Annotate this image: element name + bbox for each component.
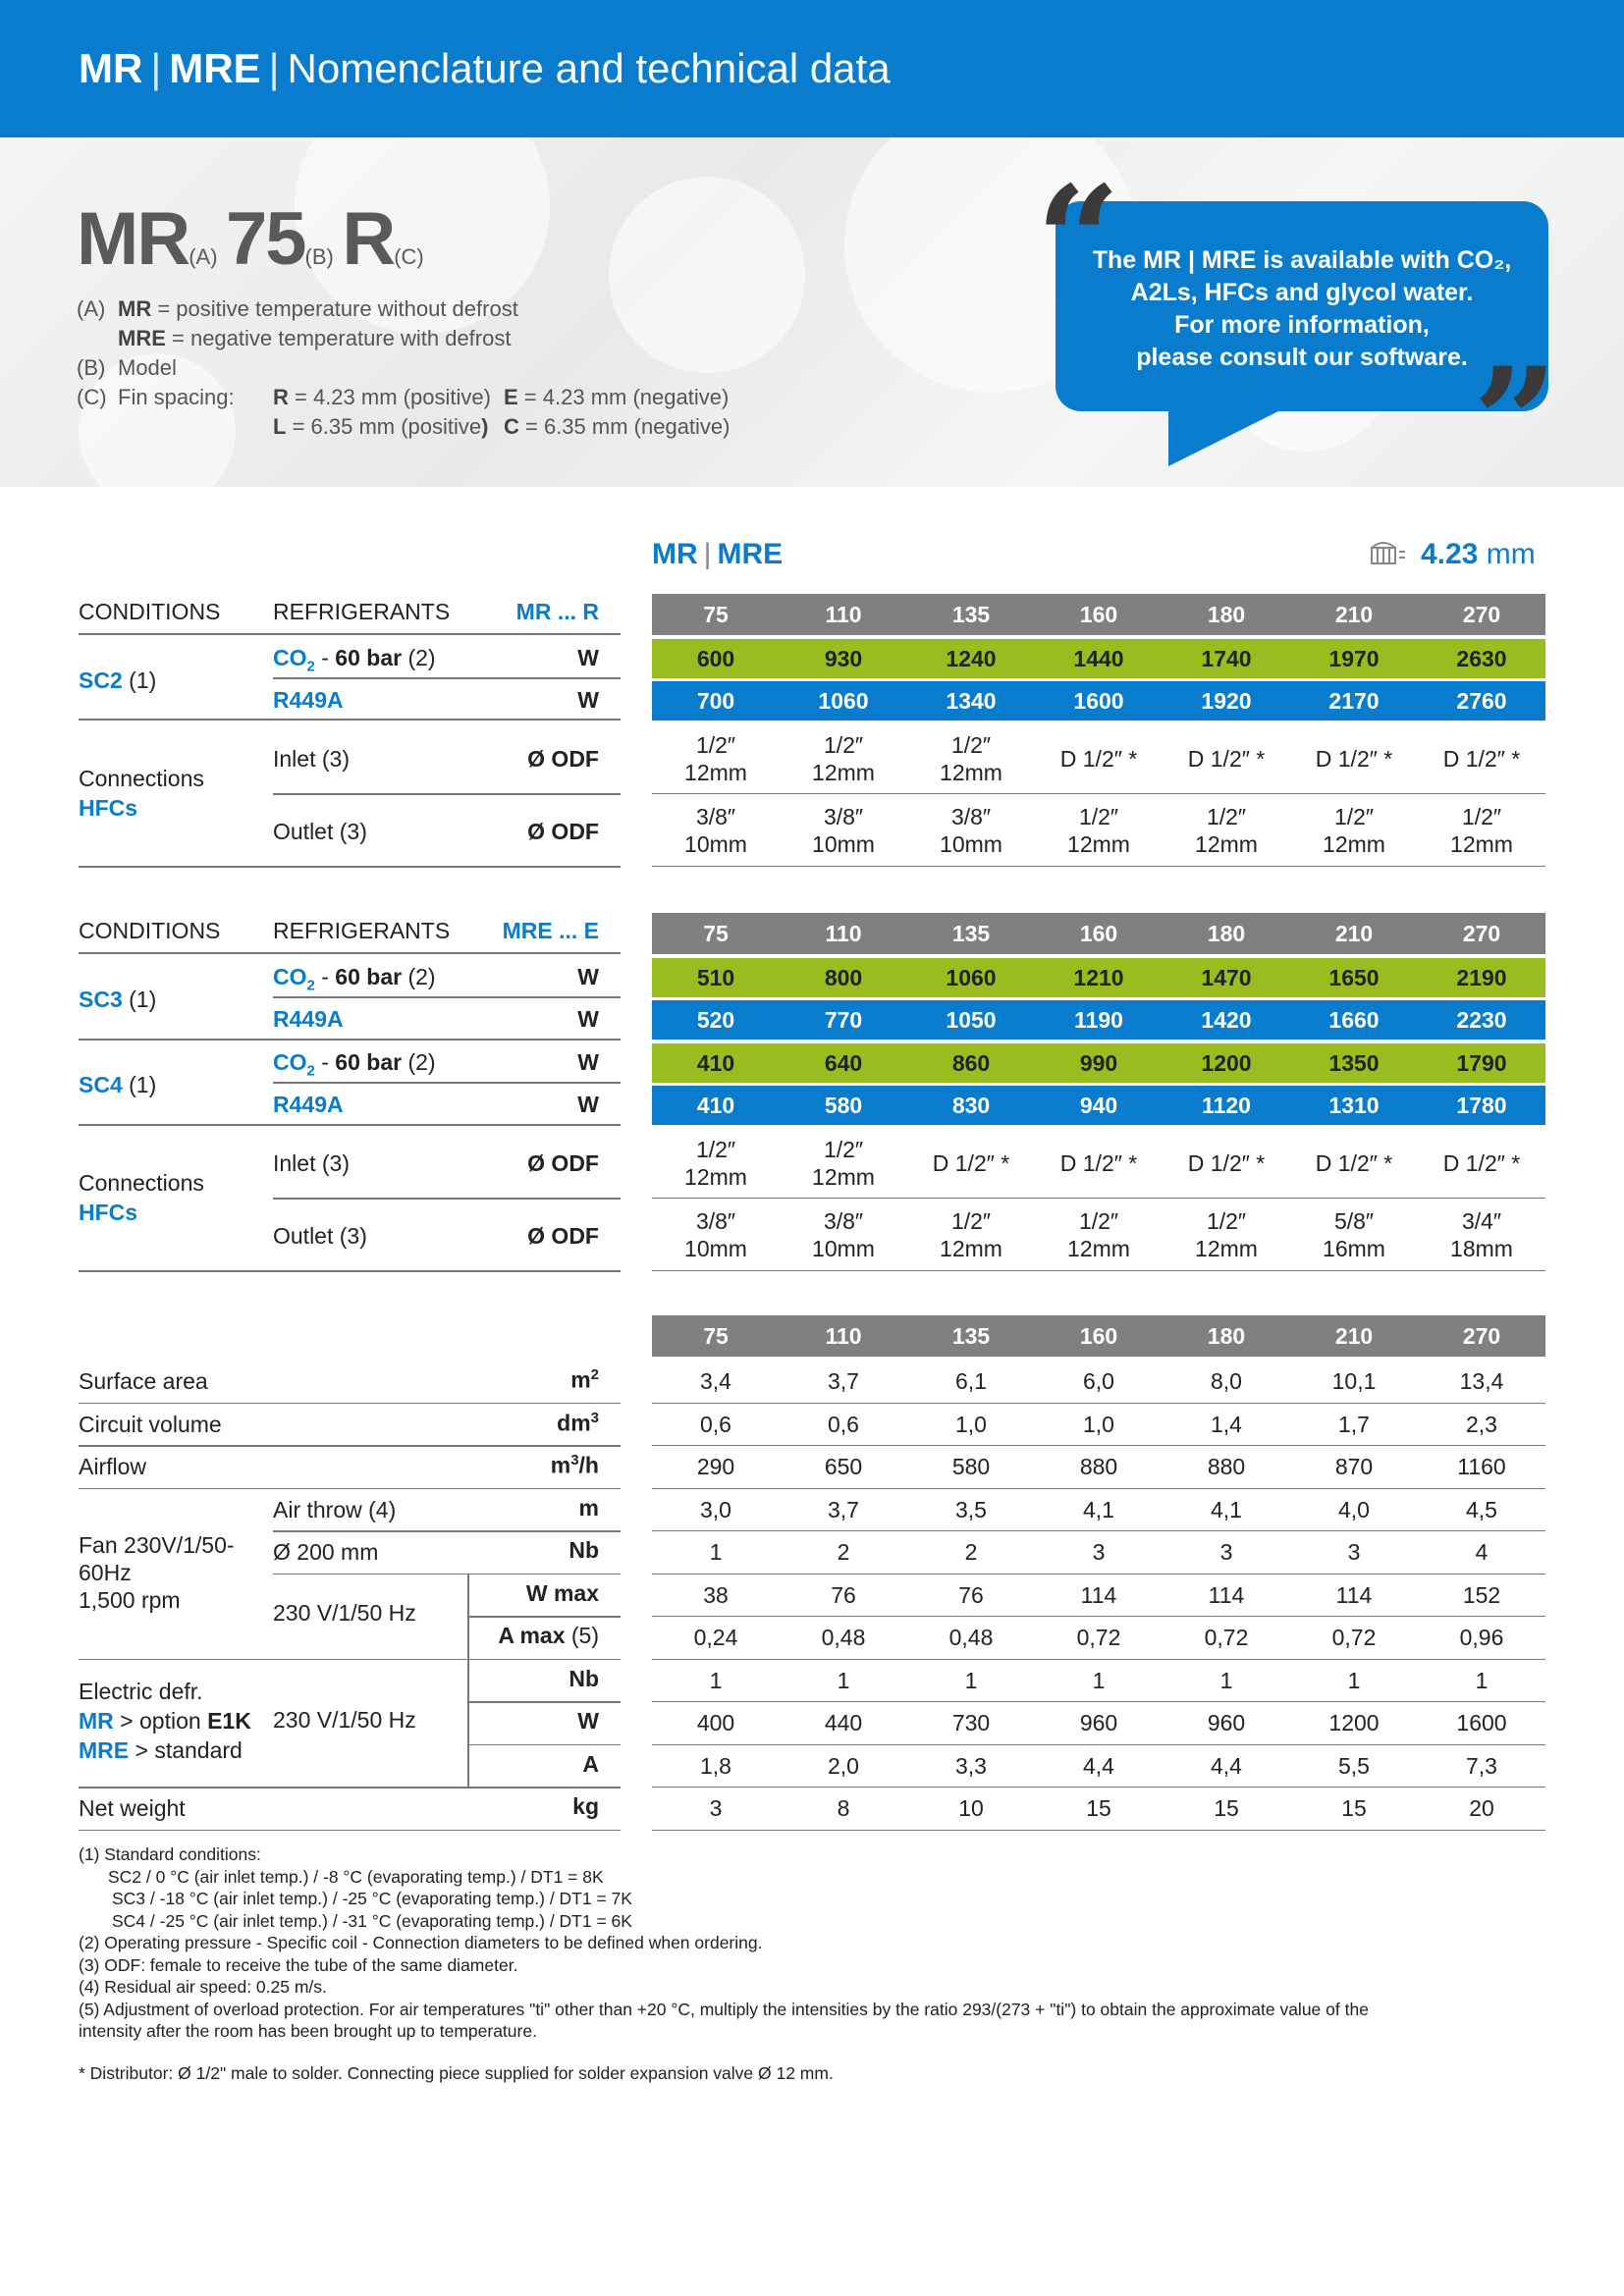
table-cell: 1650 bbox=[1328, 965, 1380, 990]
table-cell: 730 bbox=[951, 1710, 991, 1735]
row-unit: kg bbox=[572, 1793, 599, 1819]
table-cell: 960 bbox=[1207, 1710, 1246, 1735]
table-cell: 270 bbox=[1462, 602, 1501, 627]
table-cell: 75 bbox=[703, 1323, 729, 1349]
table-cell: 290 bbox=[696, 1454, 735, 1479]
table-cell: 1 bbox=[1475, 1667, 1489, 1693]
sc4-co2-row bbox=[652, 1043, 1545, 1083]
info-callout: The MR | MRE is available with CO₂, A2Ls, HFCs and glycol water. For more information, please consult our software. bbox=[1056, 201, 1548, 411]
table-cell: 1/2″ 12mm bbox=[684, 1137, 747, 1190]
table-cell: 160 bbox=[1079, 1323, 1118, 1349]
table-cell: 1440 bbox=[1073, 646, 1124, 671]
table-cell: 38 bbox=[703, 1581, 729, 1608]
row-unit: Nb bbox=[568, 1537, 599, 1563]
table-cell: 990 bbox=[1079, 1050, 1118, 1076]
row-label: Airflow bbox=[79, 1454, 147, 1479]
odf-label: Ø ODF bbox=[527, 1223, 599, 1249]
defrost-label: Electric defr. MR > option E1K MRE > standard bbox=[79, 1679, 251, 1763]
fan-label: Fan 230V/1/50- 60Hz 1,500 rpm bbox=[79, 1532, 235, 1613]
table-cell: 1/2″ 12mm bbox=[1067, 1208, 1130, 1261]
table-cell: 3,7 bbox=[828, 1368, 859, 1394]
inlet-label: Inlet (3) bbox=[273, 1150, 350, 1176]
table-cell: 700 bbox=[696, 688, 735, 714]
table-cell: 10,1 bbox=[1331, 1368, 1377, 1394]
table-cell: 600 bbox=[696, 646, 735, 671]
co2-label: $CO_2 - 60$ bar (2) bbox=[273, 964, 436, 994]
table-cell: 0,96 bbox=[1459, 1625, 1504, 1650]
table-cell: 210 bbox=[1334, 602, 1374, 627]
table-cell: 1920 bbox=[1201, 688, 1252, 714]
title-mre: MRE bbox=[169, 45, 261, 91]
table-cell: 4,5 bbox=[1466, 1496, 1497, 1522]
table-cell: 580 bbox=[951, 1454, 991, 1479]
footnotes: (1) Standard conditions: SC2 / 0 °C (air inlet temp.) / -8 °C (evaporating temp.) / DT1 = 8K SC3 / -18 °C (air inlet temp.) / -25 °C (evaporating temp.) / DT1 = 7K SC4 / -25 °C (air inlet temp.) / -31 °C (evaporating temp.) / DT1 = 6K (2) Operating pressure - Specific coil - Connection diameters to be defined when ordering. (3) ODF: female to receive the tube of the same diameter. (4) Residual air speed: 0.25 m/s. (5) Adjustment of overload protection. For air temperatures "ti" other than +20 °C, multiply the intensities by the ratio 293/(273 + "ti") to obtain the approximate value of the intensity after the room has been brought up to temperature. * Distributor: Ø 1/2" male to solder. Connecting piece supplied for solder expansion valve Ø 12 mm. bbox=[79, 1844, 1369, 2083]
data-row bbox=[652, 1489, 1545, 1532]
table-cell: 880 bbox=[1079, 1454, 1118, 1479]
table-cell: 1240 bbox=[946, 646, 997, 671]
odf-label: Ø ODF bbox=[527, 746, 599, 772]
table-cell: 4,4 bbox=[1083, 1752, 1114, 1779]
table-cell: 1740 bbox=[1201, 646, 1252, 671]
table-cell: 510 bbox=[696, 965, 735, 990]
refrigerants-header: REFRIGERANTS bbox=[273, 599, 451, 624]
table-cell: 20 bbox=[1469, 1795, 1494, 1821]
table-cell: 1 bbox=[1092, 1667, 1106, 1693]
sc4-r449a-row bbox=[652, 1086, 1545, 1125]
row-unit: A bbox=[582, 1750, 599, 1777]
data-row bbox=[652, 1575, 1545, 1618]
table-cell: D 1/2″ * bbox=[1315, 746, 1393, 772]
table-cell: 1190 bbox=[1074, 1007, 1123, 1033]
open-quote-icon: “ bbox=[1036, 154, 1121, 327]
table-cell: 440 bbox=[824, 1710, 863, 1735]
hfcs-label: HFCs bbox=[79, 795, 138, 821]
table-cell: 800 bbox=[824, 965, 863, 990]
refrigerants-header: REFRIGERANTS bbox=[273, 918, 451, 943]
table-cell: 1/2″ 12mm bbox=[812, 1137, 875, 1190]
table-cell: 930 bbox=[824, 646, 863, 671]
table-cell: 3,0 bbox=[700, 1496, 731, 1522]
data-row bbox=[652, 1617, 1545, 1660]
table-cell: 6,0 bbox=[1083, 1368, 1114, 1394]
table-cell: D 1/2″ * bbox=[1059, 1150, 1138, 1176]
table-cell: 1/2″ 12mm bbox=[1067, 804, 1130, 857]
table-cell: 1/2″ 12mm bbox=[1450, 804, 1513, 857]
sc4-label: SC4 (1) bbox=[79, 1072, 157, 1097]
table-cell: 75 bbox=[703, 921, 729, 946]
table-cell: 1060 bbox=[818, 688, 869, 714]
table-cell: 3,5 bbox=[955, 1496, 987, 1522]
table-cell: 135 bbox=[951, 602, 991, 627]
table-cell: 1 bbox=[964, 1667, 978, 1693]
table-cell: 3/8″ 10mm bbox=[812, 804, 875, 857]
table-cell: 3 bbox=[1092, 1539, 1106, 1565]
table-cell: 114 bbox=[1335, 1581, 1373, 1608]
model-header-row bbox=[652, 913, 1545, 954]
sc2-co2-row bbox=[652, 639, 1545, 678]
table-cell: D 1/2″ * bbox=[1442, 1150, 1521, 1176]
conditions-header: CONDITIONS bbox=[79, 599, 221, 624]
conditions-header: CONDITIONS bbox=[79, 918, 221, 943]
row-label: Surface area bbox=[79, 1368, 208, 1394]
table-cell: 1780 bbox=[1456, 1093, 1507, 1118]
code-header: MRE ... E bbox=[502, 918, 599, 943]
unit-w: W bbox=[577, 1006, 599, 1032]
table-cell: 1,0 bbox=[1083, 1411, 1114, 1437]
table-cell: 1210 bbox=[1073, 965, 1124, 990]
table-cell: 1 bbox=[1219, 1667, 1233, 1693]
table-cell: 76 bbox=[831, 1581, 856, 1608]
table-cell: 15 bbox=[1086, 1795, 1111, 1821]
sc3-r449a-row bbox=[652, 1000, 1545, 1040]
table-cell: 4,0 bbox=[1338, 1496, 1370, 1522]
table-cell: 1310 bbox=[1328, 1093, 1380, 1118]
section-title: MR | MRE bbox=[652, 538, 784, 570]
model-header-row bbox=[652, 1315, 1545, 1357]
sc3-label: SC3 (1) bbox=[79, 987, 157, 1012]
r449a-label: R449A bbox=[273, 1092, 344, 1117]
table-cell: 75 bbox=[703, 602, 729, 627]
table-cell: 5/8″ 16mm bbox=[1323, 1208, 1385, 1261]
fin-spacing: 4.23 mm bbox=[1370, 538, 1536, 571]
row-unit: m bbox=[578, 1494, 599, 1521]
table-cell: D 1/2″ * bbox=[1187, 1150, 1266, 1176]
table-cell: 8 bbox=[837, 1795, 850, 1821]
unit-w: W bbox=[577, 964, 599, 989]
table-cell: 520 bbox=[696, 1007, 735, 1033]
defrost-voltage: 230 V/1/50 Hz bbox=[273, 1707, 416, 1733]
table-cell: 6,1 bbox=[955, 1368, 987, 1394]
table-cell: 3,3 bbox=[955, 1752, 987, 1779]
table-cell: 1,8 bbox=[700, 1752, 731, 1779]
table-cell: 410 bbox=[696, 1093, 735, 1118]
table-cell: 4,1 bbox=[1083, 1496, 1114, 1522]
table-cell: 3/8″ 10mm bbox=[812, 1208, 875, 1261]
table-cell: 580 bbox=[824, 1093, 863, 1118]
table-cell: D 1/2″ * bbox=[932, 1150, 1010, 1176]
title-rest: Nomenclature and technical data bbox=[287, 45, 891, 91]
data-row bbox=[652, 1660, 1545, 1703]
fan-voltage: 230 V/1/50 Hz bbox=[273, 1600, 416, 1626]
table-cell: 114 bbox=[1208, 1581, 1245, 1608]
connections-label: Connections bbox=[79, 766, 204, 791]
table-cell: 1200 bbox=[1201, 1050, 1252, 1076]
table-cell: D 1/2″ * bbox=[1187, 746, 1266, 772]
row-unit: $m^2$ bbox=[570, 1366, 599, 1393]
table-cell: 114 bbox=[1080, 1581, 1117, 1608]
table-cell: D 1/2″ * bbox=[1315, 1150, 1393, 1176]
table-cell: 640 bbox=[824, 1050, 863, 1076]
table-cell: 2,0 bbox=[828, 1752, 859, 1779]
code-header: MR ... R bbox=[515, 599, 599, 624]
table-cell: 15 bbox=[1214, 1795, 1239, 1821]
fin-spacing-icon bbox=[1370, 540, 1407, 565]
odf-label: Ø ODF bbox=[527, 819, 599, 844]
row-unit: W bbox=[577, 1708, 599, 1734]
table-cell: 270 bbox=[1462, 921, 1501, 946]
unit-w: W bbox=[577, 1092, 599, 1117]
table-cell: 3,4 bbox=[700, 1368, 731, 1394]
data-row bbox=[652, 1702, 1545, 1745]
r449a-label: R449A bbox=[273, 687, 344, 713]
table-cell: 2170 bbox=[1328, 688, 1380, 714]
table-cell: 410 bbox=[696, 1050, 735, 1076]
row-unit: Nb bbox=[568, 1665, 599, 1691]
table-cell: 0,72 bbox=[1204, 1625, 1249, 1650]
inlet-row bbox=[652, 1129, 1545, 1199]
table-cell: 15 bbox=[1341, 1795, 1367, 1821]
table-cell: 1600 bbox=[1073, 688, 1124, 714]
table-cell: 1/2″ 12mm bbox=[1323, 804, 1385, 857]
table-cell: 3/8″ 10mm bbox=[940, 804, 1002, 857]
table-cell: 770 bbox=[824, 1007, 863, 1033]
row-label: Circuit volume bbox=[79, 1411, 222, 1437]
table-cell: 1/2″ 12mm bbox=[940, 1208, 1002, 1261]
table-cell: 1 bbox=[1347, 1667, 1361, 1693]
model-code: MR(A) 75(B) R(C) bbox=[77, 197, 424, 281]
row-label: Ø 200 mm bbox=[273, 1539, 379, 1565]
r449a-label: R449A bbox=[273, 1006, 344, 1032]
unit-w: W bbox=[577, 645, 599, 670]
table-cell: 1/2″ 12mm bbox=[940, 732, 1002, 785]
nomenclature-panel: MR(A) 75(B) R(C) (A) MR = positive temperature without defrost MRE = negative temperature with defrost (B) Model (C) Fin spacing: R = 4.23 mm (positive) E = 4.23 mm (negative) L = 6.35 mm (positive) C = 6.35 mm (negative) The MR | MRE is available with CO₂, A2Ls, HFCs and glycol water. For more information, please consult our software. “ ” bbox=[0, 137, 1624, 487]
title-mr: MR bbox=[79, 45, 143, 91]
odf-label: Ø ODF bbox=[527, 1150, 599, 1176]
table-cell: 270 bbox=[1462, 1323, 1501, 1349]
table-cell: 2,3 bbox=[1466, 1411, 1497, 1437]
table-cell: 1420 bbox=[1201, 1007, 1252, 1033]
data-row bbox=[652, 1745, 1545, 1789]
table-cell: 110 bbox=[825, 1323, 862, 1349]
table-cell: 110 bbox=[825, 602, 862, 627]
row-label: Air throw (4) bbox=[273, 1496, 397, 1522]
table-cell: 1200 bbox=[1328, 1710, 1380, 1735]
table-cell: 0,48 bbox=[948, 1625, 994, 1650]
table-cell: 1/2″ 12mm bbox=[1195, 1208, 1258, 1261]
data-row bbox=[652, 1446, 1545, 1489]
callout-tail bbox=[1168, 407, 1286, 466]
table-cell: 3/4″ 18mm bbox=[1450, 1208, 1513, 1261]
unit-w: W bbox=[577, 687, 599, 713]
table-cell: 210 bbox=[1334, 1323, 1374, 1349]
table-cell: 180 bbox=[1207, 1323, 1246, 1349]
table-cell: 8,0 bbox=[1211, 1368, 1242, 1394]
table-cell: 3 bbox=[709, 1795, 723, 1821]
unit-w: W bbox=[577, 1049, 599, 1075]
table-cell: 0,72 bbox=[1076, 1625, 1121, 1650]
inlet-row bbox=[652, 724, 1545, 794]
table-cell: 180 bbox=[1207, 602, 1246, 627]
table-cell: 2190 bbox=[1456, 965, 1507, 990]
table-cell: 830 bbox=[951, 1093, 991, 1118]
table-cell: 1050 bbox=[946, 1007, 997, 1033]
table-cell: 1 bbox=[837, 1667, 850, 1693]
table-cell: 3,7 bbox=[828, 1496, 859, 1522]
table-cell: 76 bbox=[958, 1581, 984, 1608]
close-quote-icon: ” bbox=[1473, 336, 1558, 487]
table-cell: 880 bbox=[1207, 1454, 1246, 1479]
table-cell: 860 bbox=[951, 1050, 991, 1076]
table-cell: 1 bbox=[709, 1539, 723, 1565]
data-row bbox=[652, 1361, 1545, 1404]
data-row bbox=[652, 1531, 1545, 1575]
table-cell: 1/2″ 12mm bbox=[684, 732, 747, 785]
table-cell: 2 bbox=[837, 1539, 850, 1565]
table-cell: 2230 bbox=[1456, 1007, 1507, 1033]
table-cell: 1,7 bbox=[1338, 1411, 1370, 1437]
sc2-label: SC2 (1) bbox=[79, 667, 157, 693]
connections-label: Connections bbox=[79, 1170, 204, 1196]
table-cell: 400 bbox=[696, 1710, 735, 1735]
table-cell: 1660 bbox=[1328, 1007, 1380, 1033]
table-cell: 0,6 bbox=[828, 1411, 859, 1437]
row-unit: $dm^3$ bbox=[557, 1409, 599, 1436]
header-bar bbox=[0, 0, 1624, 137]
table-cell: 1 bbox=[709, 1667, 723, 1693]
table-cell: 4,1 bbox=[1211, 1496, 1242, 1522]
table-cell: D 1/2″ * bbox=[1059, 746, 1138, 772]
table-cell: 1120 bbox=[1202, 1093, 1251, 1118]
table-cell: 160 bbox=[1079, 602, 1118, 627]
table-cell: 4,4 bbox=[1211, 1752, 1242, 1779]
table-cell: 0,48 bbox=[821, 1625, 866, 1650]
table-cell: 5,5 bbox=[1338, 1752, 1370, 1779]
table-cell: 1350 bbox=[1328, 1050, 1380, 1076]
table-cell: 3/8″ 10mm bbox=[684, 804, 747, 857]
inlet-label: Inlet (3) bbox=[273, 746, 350, 772]
row-unit: $m^3/h$ bbox=[550, 1452, 599, 1478]
table-cell: 1/2″ 12mm bbox=[1195, 804, 1258, 857]
table-cell: 1060 bbox=[946, 965, 997, 990]
table-cell: 1600 bbox=[1456, 1710, 1507, 1735]
outlet-label: Outlet (3) bbox=[273, 819, 367, 844]
model-header-row bbox=[652, 594, 1545, 635]
table-cell: 10 bbox=[958, 1795, 984, 1821]
table-cell: 0,72 bbox=[1331, 1625, 1377, 1650]
table-cell: 1970 bbox=[1328, 646, 1380, 671]
row-unit: W max bbox=[525, 1579, 599, 1606]
table-cell: 1/2″ 12mm bbox=[812, 732, 875, 785]
row-label: Net weight bbox=[79, 1795, 186, 1821]
table-cell: 3 bbox=[1347, 1539, 1361, 1565]
table-cell: 13,4 bbox=[1459, 1368, 1504, 1394]
table-cell: 0,6 bbox=[700, 1411, 731, 1437]
table-cell: 180 bbox=[1207, 921, 1246, 946]
table-cell: D 1/2″ * bbox=[1442, 746, 1521, 772]
table-cell: 940 bbox=[1079, 1093, 1118, 1118]
outlet-label: Outlet (3) bbox=[273, 1223, 367, 1249]
data-row bbox=[652, 1404, 1545, 1447]
table-cell: 4 bbox=[1475, 1539, 1489, 1565]
table-cell: 7,3 bbox=[1466, 1752, 1497, 1779]
row-unit: A max (5) bbox=[498, 1623, 599, 1648]
outlet-row bbox=[652, 1200, 1545, 1271]
table-cell: 650 bbox=[824, 1454, 863, 1479]
table-cell: 2 bbox=[964, 1539, 978, 1565]
table-cell: 135 bbox=[951, 921, 991, 946]
table-cell: 160 bbox=[1079, 921, 1118, 946]
table-cell: 210 bbox=[1334, 921, 1374, 946]
table-cell: 2760 bbox=[1456, 688, 1507, 714]
table-cell: 870 bbox=[1334, 1454, 1374, 1479]
table-cell: 1160 bbox=[1457, 1454, 1506, 1479]
table-cell: 1470 bbox=[1201, 965, 1252, 990]
page-title: MR | MRE | Nomenclature and technical data bbox=[79, 45, 891, 91]
table-cell: 1,4 bbox=[1211, 1411, 1242, 1437]
table-cell: 1340 bbox=[946, 688, 997, 714]
table-cell: 3/8″ 10mm bbox=[684, 1208, 747, 1261]
co2-label: $CO_2 - 60$ bar (2) bbox=[273, 1049, 436, 1080]
table-cell: 1790 bbox=[1456, 1050, 1507, 1076]
table-cell: 110 bbox=[825, 921, 862, 946]
sc3-co2-row bbox=[652, 958, 1545, 997]
table-cell: 135 bbox=[951, 1323, 991, 1349]
table-cell: 0,24 bbox=[693, 1625, 738, 1650]
table-cell: 152 bbox=[1462, 1581, 1501, 1608]
table-cell: 1,0 bbox=[955, 1411, 987, 1437]
sc2-r449a-row bbox=[652, 681, 1545, 721]
co2-label: $CO_2 - 60$ bar (2) bbox=[273, 645, 436, 675]
data-row bbox=[652, 1788, 1545, 1831]
hfcs-label: HFCs bbox=[79, 1200, 138, 1225]
outlet-row bbox=[652, 795, 1545, 867]
table-cell: 960 bbox=[1079, 1710, 1118, 1735]
table-cell: 3 bbox=[1219, 1539, 1233, 1565]
table-cell: 2630 bbox=[1456, 646, 1507, 671]
